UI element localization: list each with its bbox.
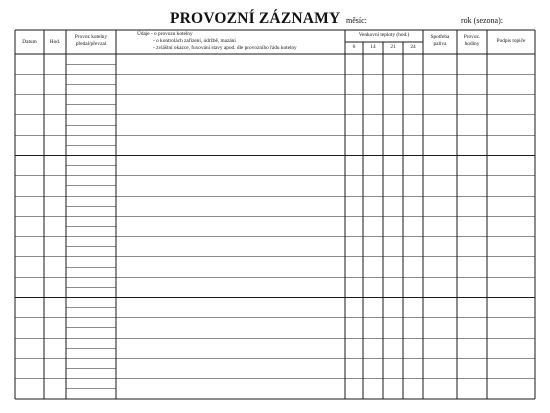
header-data-line1: Údaje - o provozu kotelny [137, 31, 193, 37]
temp-hour-21: 21 [390, 44, 396, 50]
temp-hour-14: 14 [370, 44, 376, 50]
header-fuel-consumption-line2: paliva [433, 41, 447, 47]
header-outdoor-temperatures: Venkovní teploty (hod.) [358, 32, 410, 38]
header-fuel-consumption-line1: Spotřeba [430, 34, 450, 40]
header-date: Datum [22, 39, 37, 45]
header-boiler-operation-line1: Provoz kotelny [74, 34, 108, 40]
header-operating-hours-line1: Provoz. [463, 34, 481, 40]
form-title: PROVOZNÍ ZÁZNAMY [170, 10, 341, 27]
header-boiler-operation-line2: předal/převzal [75, 41, 107, 47]
temp-hour-24: 24 [410, 44, 416, 50]
header-data-line2: - o kontrolách zařízení, údržbě, mazání [153, 38, 236, 44]
year-label: rok (sezona): [461, 16, 503, 25]
temp-hour-6: 6 [352, 44, 356, 50]
header-stoker-signature: Podpis topiče [496, 38, 526, 44]
header-operating-hours-line2: hodiny [464, 41, 480, 47]
header-hour: Hod. [49, 39, 61, 45]
month-label: měsíc: [346, 16, 367, 25]
header-data-line3: - zvláštní okazce, fuxování stavy apod. dle provozního řádu kotelny [153, 45, 297, 51]
